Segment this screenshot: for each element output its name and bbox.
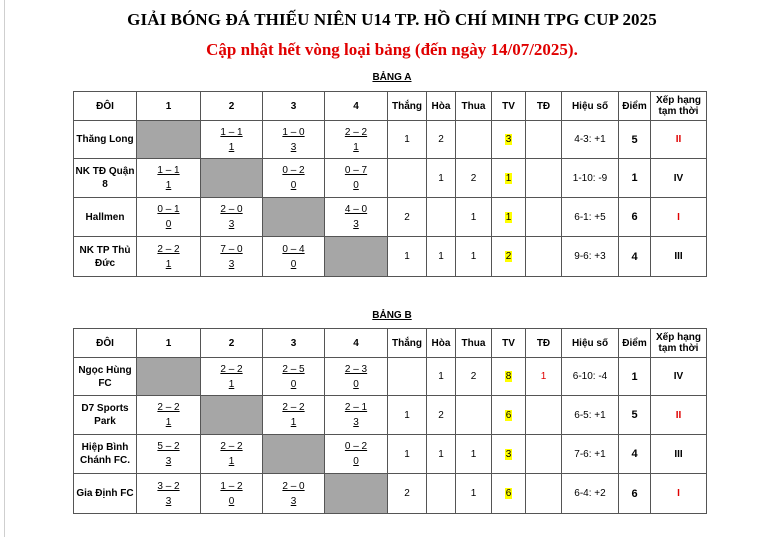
team-row [74, 396, 707, 435]
match-result-cell [201, 237, 263, 277]
wins-cell: 2 [388, 474, 427, 514]
losses-cell: 2 [456, 358, 492, 396]
header-col-4: 4 [325, 329, 388, 358]
tv-value: 1 [505, 172, 512, 184]
match-points: 0 [353, 180, 359, 191]
match-points: 3 [353, 219, 359, 230]
td-cell [526, 237, 562, 277]
wins-cell: 1 [388, 435, 427, 474]
match-result-cell [263, 121, 325, 159]
match-score: 5 – 2 [157, 441, 180, 452]
header-col-3: 3 [263, 329, 325, 358]
td-cell [526, 198, 562, 237]
match-score: 4 – 0 [344, 204, 368, 215]
header-diff: Hiệu số [562, 92, 619, 121]
self-match-cell [325, 474, 388, 514]
match-points: 3 [353, 417, 359, 428]
match-points: 0 [290, 378, 297, 390]
match-score: 2 – 0 [282, 480, 305, 492]
match-points: 1 [228, 378, 235, 390]
losses-cell: 2 [456, 159, 492, 198]
team-name: Gia Định FC [74, 474, 137, 514]
header-col-4: 4 [325, 92, 388, 121]
tv-value: 8 [505, 371, 512, 382]
team-name: D7 Sports Park [74, 396, 137, 435]
match-result-cell [137, 237, 201, 277]
header-td: TĐ [526, 329, 562, 358]
goal-diff-cell: 9-6: +3 [562, 237, 619, 277]
page-subtitle: Cập nhật hết vòng loại bảng (đến ngày 14/07/2025). [206, 40, 578, 59]
draws-cell: 2 [427, 396, 456, 435]
goal-diff-cell: 4-3: +1 [562, 121, 619, 159]
match-score: 2 – 5 [282, 363, 305, 375]
match-points: 0 [165, 219, 172, 230]
team-name: NK TP Thủ Đức [74, 237, 137, 277]
match-points: 3 [165, 495, 172, 507]
match-score: 7 – 0 [220, 243, 243, 255]
header-row [74, 92, 707, 121]
match-score: 0 – 1 [157, 204, 180, 215]
rank-cell: II [651, 396, 707, 435]
match-points: 1 [353, 141, 359, 153]
points-cell: 4 [619, 237, 651, 277]
draws-cell: 1 [427, 159, 456, 198]
points-cell: 6 [619, 474, 651, 514]
tv-value: 3 [505, 134, 512, 145]
wins-cell: 2 [388, 198, 427, 237]
goal-diff-cell: 7-6: +1 [562, 435, 619, 474]
tv-cell [492, 198, 526, 237]
match-result-cell [325, 435, 388, 474]
goal-diff-cell: 6-1: +5 [562, 198, 619, 237]
points-cell: 1 [619, 358, 651, 396]
match-points: 3 [228, 219, 235, 230]
tv-cell [492, 121, 526, 159]
match-score: 2 – 3 [344, 363, 368, 375]
header-loss: Thua [456, 329, 492, 358]
draws-cell: 1 [427, 358, 456, 396]
goal-diff-cell: 6-10: -4 [562, 358, 619, 396]
draws-cell [427, 474, 456, 514]
header-col-2: 2 [201, 92, 263, 121]
points-cell: 6 [619, 198, 651, 237]
td-cell [526, 474, 562, 514]
tv-value: 6 [505, 488, 512, 499]
team-row [74, 121, 707, 159]
match-result-cell [137, 396, 201, 435]
self-match-cell [201, 396, 263, 435]
self-match-cell [263, 435, 325, 474]
header-loss: Thua [456, 92, 492, 121]
tv-cell [492, 396, 526, 435]
td-cell [526, 435, 562, 474]
self-match-cell [263, 198, 325, 237]
match-result-cell [201, 358, 263, 396]
match-points: 1 [165, 258, 172, 270]
match-result-cell [201, 198, 263, 237]
header-td: TĐ [526, 92, 562, 121]
header-row [74, 329, 707, 358]
tv-cell [492, 159, 526, 198]
goal-diff-cell: 1-10: -9 [562, 159, 619, 198]
match-result-cell [201, 121, 263, 159]
header-rank: Xếp hạng tạm thời [651, 92, 707, 121]
match-score: 1 – 0 [282, 126, 305, 138]
wins-cell [388, 358, 427, 396]
match-result-cell [325, 159, 388, 198]
points-cell: 4 [619, 435, 651, 474]
match-result-cell [325, 121, 388, 159]
draws-cell: 2 [427, 121, 456, 159]
match-result-cell [263, 396, 325, 435]
group-b-label: BẢNG B [372, 310, 412, 321]
match-score: 1 – 2 [220, 480, 243, 492]
losses-cell: 1 [456, 198, 492, 237]
match-points: 1 [228, 456, 235, 467]
header-win: Thắng [388, 329, 427, 358]
draws-cell: 1 [427, 435, 456, 474]
wins-cell: 1 [388, 237, 427, 277]
match-result-cell [263, 159, 325, 198]
match-points: 3 [290, 141, 297, 153]
group-a-table [73, 91, 707, 277]
header-col-1: 1 [137, 329, 201, 358]
match-points: 0 [228, 495, 235, 507]
wins-cell [388, 159, 427, 198]
match-score: 2 – 1 [344, 402, 368, 413]
match-points: 1 [290, 417, 297, 428]
rank-cell: II [651, 121, 707, 159]
goal-diff-cell: 6-5: +1 [562, 396, 619, 435]
match-points: 1 [165, 417, 172, 428]
match-score: 2 – 2 [220, 363, 243, 375]
group-b-table [73, 328, 707, 514]
rank-cell: IV [651, 358, 707, 396]
points-cell: 5 [619, 396, 651, 435]
losses-cell: 1 [456, 435, 492, 474]
header-tv: TV [492, 329, 526, 358]
losses-cell: 1 [456, 237, 492, 277]
match-points: 3 [228, 258, 235, 270]
match-score: 3 – 2 [157, 480, 180, 492]
self-match-cell [137, 358, 201, 396]
rank-cell: I [651, 198, 707, 237]
td-cell: 1 [526, 358, 562, 396]
self-match-cell [137, 121, 201, 159]
match-score: 2 – 2 [157, 402, 180, 413]
match-result-cell [263, 358, 325, 396]
losses-cell [456, 121, 492, 159]
match-score: 0 – 2 [344, 441, 368, 452]
team-row [74, 237, 707, 277]
match-result-cell [201, 435, 263, 474]
tv-cell [492, 358, 526, 396]
header-col-3: 3 [263, 92, 325, 121]
match-result-cell [137, 159, 201, 198]
header-win: Thắng [388, 92, 427, 121]
match-score: 2 – 2 [220, 441, 243, 452]
team-row [74, 358, 707, 396]
draws-cell: 1 [427, 237, 456, 277]
header-col-2: 2 [201, 329, 263, 358]
match-points: 3 [165, 456, 172, 467]
match-points: 3 [290, 495, 297, 507]
match-points: 1 [228, 141, 235, 153]
team-name: Hallmen [74, 198, 137, 237]
match-points: 0 [353, 378, 359, 390]
td-cell [526, 396, 562, 435]
draws-cell [427, 198, 456, 237]
header-team: ĐÔI [74, 329, 137, 358]
losses-cell: 1 [456, 474, 492, 514]
rank-cell: IV [651, 159, 707, 198]
match-score: 0 – 7 [344, 165, 368, 176]
match-points: 0 [353, 456, 359, 467]
match-result-cell [325, 396, 388, 435]
tv-value: 3 [505, 448, 512, 460]
points-cell: 1 [619, 159, 651, 198]
match-score: 0 – 2 [282, 165, 305, 176]
match-result-cell [137, 474, 201, 514]
self-match-cell [325, 237, 388, 277]
wins-cell: 1 [388, 396, 427, 435]
header-team: ĐÔI [74, 92, 137, 121]
team-row [74, 159, 707, 198]
match-result-cell [137, 435, 201, 474]
match-result-cell [201, 474, 263, 514]
team-name: NK TĐ Quận 8 [74, 159, 137, 198]
header-points: Điểm [619, 329, 651, 358]
self-match-cell [201, 159, 263, 198]
points-cell: 5 [619, 121, 651, 159]
match-result-cell [325, 358, 388, 396]
match-points: 0 [290, 180, 297, 191]
match-score: 2 – 2 [344, 126, 368, 138]
tv-cell [492, 435, 526, 474]
match-score: 2 – 0 [220, 204, 243, 215]
match-result-cell [263, 474, 325, 514]
td-cell [526, 121, 562, 159]
header-draw: Hòa [427, 92, 456, 121]
losses-cell [456, 396, 492, 435]
match-score: 2 – 2 [282, 402, 305, 413]
header-rank: Xếp hạng tạm thời [651, 329, 707, 358]
rank-cell: I [651, 474, 707, 514]
wins-cell: 1 [388, 121, 427, 159]
match-result-cell [137, 198, 201, 237]
team-name: Ngọc Hùng FC [74, 358, 137, 396]
team-name: Hiệp Bình Chánh FC. [74, 435, 137, 474]
rank-cell: III [651, 435, 707, 474]
match-score: 0 – 4 [282, 243, 305, 255]
rank-cell: III [651, 237, 707, 277]
header-points: Điểm [619, 92, 651, 121]
group-a-label: BẢNG A [372, 72, 412, 83]
td-cell [526, 159, 562, 198]
match-score: 1 – 1 [157, 165, 180, 176]
team-row [74, 435, 707, 474]
tv-value: 6 [505, 409, 512, 421]
goal-diff-cell: 6-4: +2 [562, 474, 619, 514]
header-col-1: 1 [137, 92, 201, 121]
tv-value: 2 [505, 251, 512, 262]
match-result-cell [325, 198, 388, 237]
match-points: 1 [165, 180, 172, 191]
header-draw: Hòa [427, 329, 456, 358]
tv-cell [492, 237, 526, 277]
header-diff: Hiệu số [562, 329, 619, 358]
header-tv: TV [492, 92, 526, 121]
team-row [74, 198, 707, 237]
team-row [74, 474, 707, 514]
match-points: 0 [290, 258, 297, 270]
tv-value: 1 [505, 211, 512, 223]
match-score: 2 – 2 [157, 243, 180, 255]
page-title: GIẢI BÓNG ĐÁ THIẾU NIÊN U14 TP. HỒ CHÍ MINH TPG CUP 2025 [127, 10, 657, 29]
match-result-cell [263, 237, 325, 277]
tv-cell [492, 474, 526, 514]
team-name: Thăng Long [74, 121, 137, 159]
match-score: 1 – 1 [220, 126, 243, 138]
